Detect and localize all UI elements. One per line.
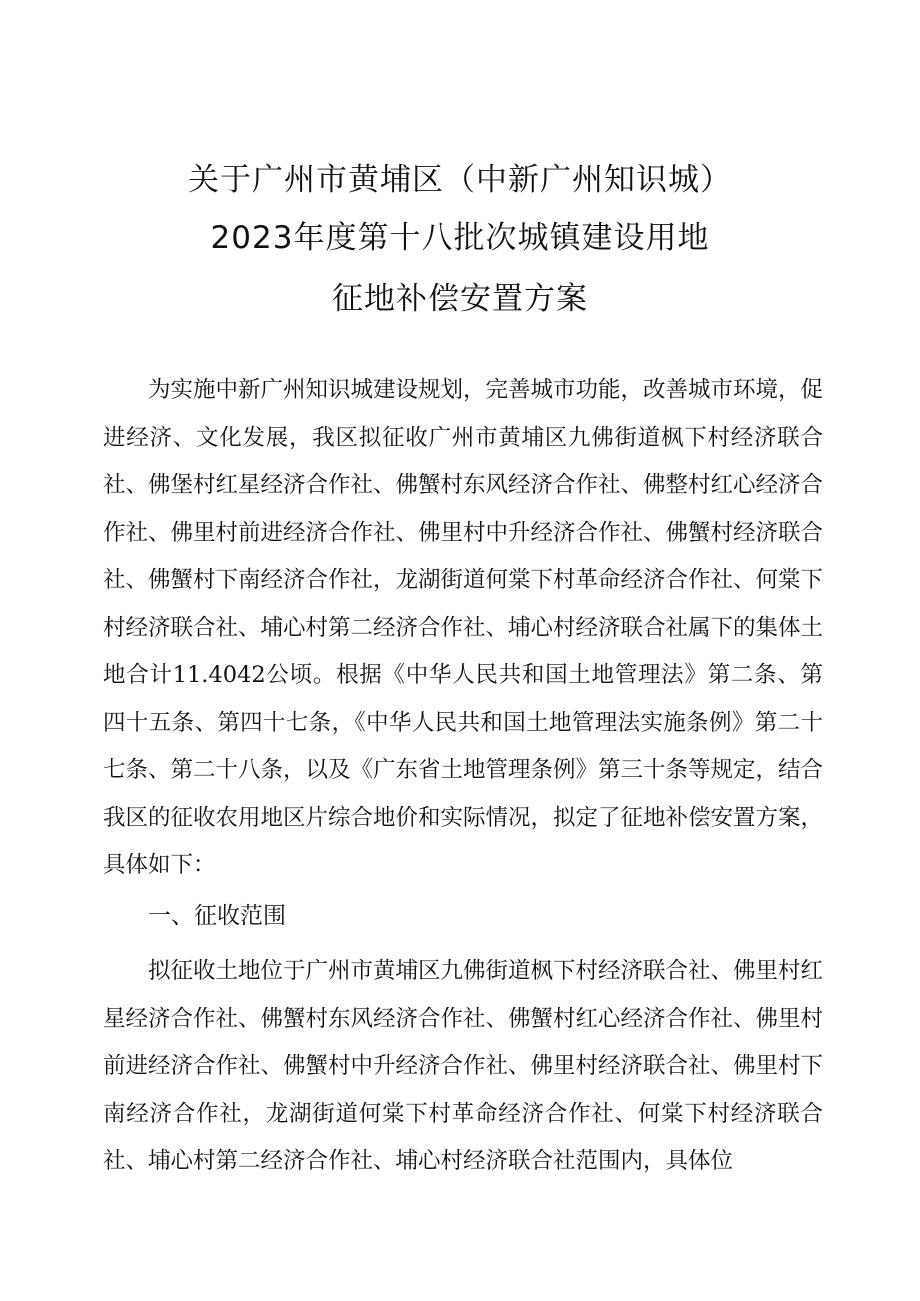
document-title-line-3: 征地补偿安置方案 [332, 281, 588, 317]
intro-paragraph: 为实施中新广州知识城建设规划，完善城市功能，改善城市环境，促进经济、文化发展，我区拟征收广州市黄埔区九佛街道枫下村经济联合社、佛堡村红星经济合作社、佛蟹村东风经济合作社、佛整村红心经济合作社、佛里村前进经济合作社、佛里村中升经济合作社、佛蟹村经济联合社、佛蟹村下南经济合作社，龙湖街道何棠下村革命经济合作社、何棠下村经济联合社、埔心村第二经济合作社、埔心村经济联合社属下的集体土地合计11.4042公顷。根据《中华人民共和国土地管理法》第二条、第四十五条、第四十七条，《中华人民共和国土地管理法实施条例》第二十七条、第二十八条，以及《广东省土地管理条例》第三十条等规定，结合我区的征收农用地区片综合地价和实际情况，拟定了征地补偿安置方案，具体如下： [103, 377, 824, 878]
document-title-line-1: 关于广州市黄埔区（中新广州知识城） [188, 162, 732, 198]
section-heading-scope: 一、征收范围 [148, 903, 286, 929]
section-scope-paragraph: 拟征收土地位于广州市黄埔区九佛街道枫下村经济联合社、佛里村红星经济合作社、佛蟹村东风经济合作社、佛蟹村红心经济合作社、佛里村前进经济合作社、佛蟹村中升经济合作社、佛里村经济联合社、佛里村下南经济合作社，龙湖街道何棠下村革命经济合作社、何棠下村经济联合社、埔心村第二经济合作社、埔心村经济联合社范围内，具体位 [103, 958, 823, 1174]
document-title-line-2: 2023年度第十八批次城镇建设用地 [210, 220, 710, 256]
